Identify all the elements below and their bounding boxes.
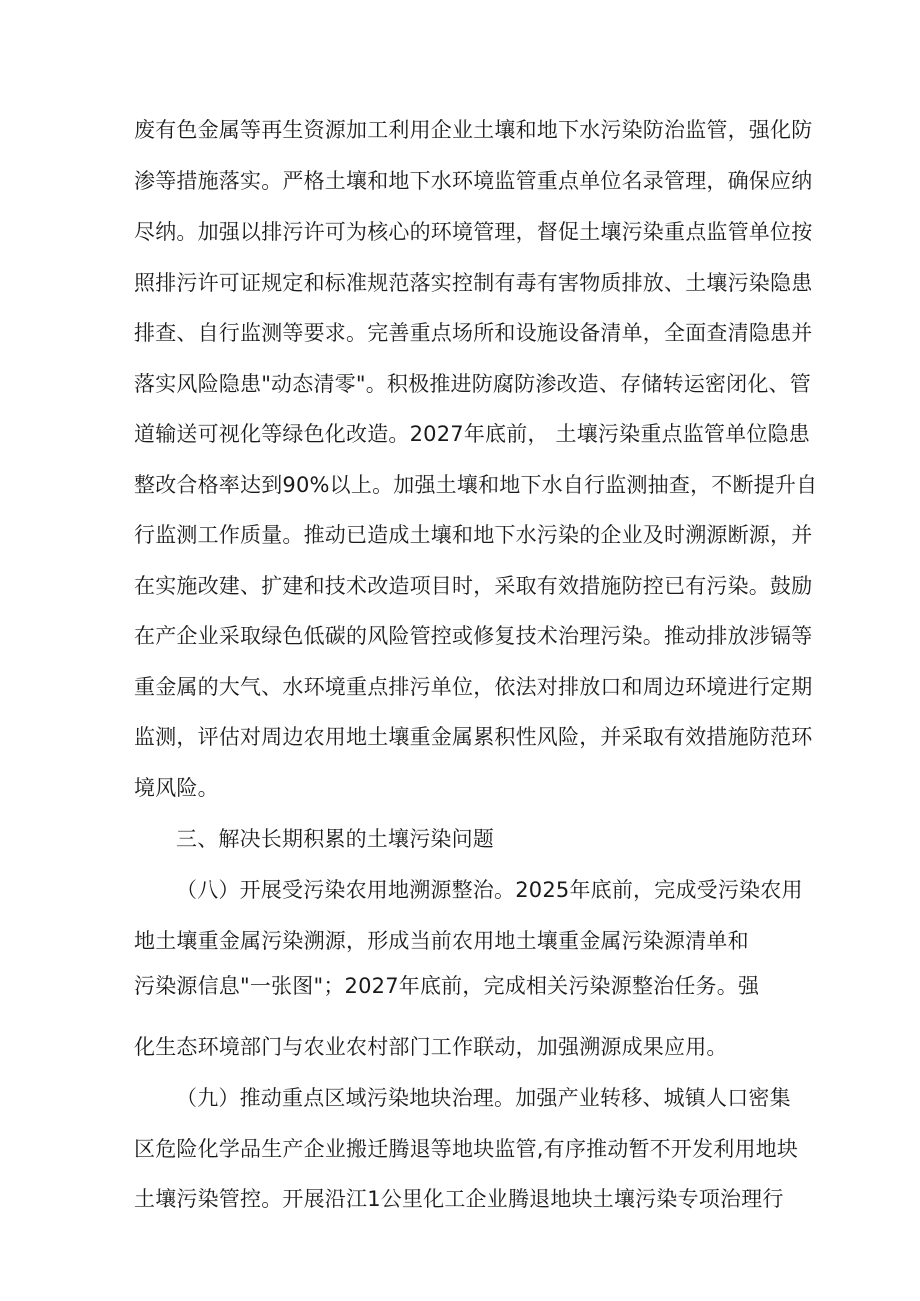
body-text-line: 尽纳。加强以排污许可为核心的环境管理，督促土壤污染重点监管单位按: [134, 220, 813, 244]
body-text-line: 整改合格率达到90%以上。加强土壤和地下水自行监测抽查，不断提升自: [134, 473, 818, 497]
body-text-line: 污染源信息"一张图"；2027年底前，完成相关污染源整治任务。强: [134, 974, 760, 998]
body-text-line: 境风险。: [134, 776, 219, 800]
body-text-line: 行监测工作质量。推动已造成土壤和地下水污染的企业及时溯源断源，并: [134, 523, 813, 547]
body-text-line: 落实风险隐患"动态清零"。积极推进防腐防渗改造、存储转运密闭化、管: [134, 372, 811, 396]
body-text-line: （九）推动重点区域污染地块治理。加强产业转移、城镇人口密集: [176, 1086, 791, 1110]
body-text-line: 在产企业采取绿色低碳的风险管控或修复技术治理污染。推动排放涉镉等: [134, 624, 813, 648]
body-text-line: 区危险化学品生产企业搬迁腾退等地块监管,有序推动暂不开发利用地块: [134, 1137, 799, 1161]
body-text-line: 监测，评估对周边农用地土壤重金属累积性风险，并采取有效措施防范环: [134, 725, 813, 749]
body-text-line: 土壤污染管控。开展沿江1公里化工企业腾退地块土壤污染专项治理行: [134, 1187, 784, 1211]
body-text-line: （八）开展受污染农用地溯源整治。2025年底前，完成受污染农用: [176, 878, 803, 902]
body-text-line: 排查、自行监测等要求。完善重点场所和设施设备清单，全面查清隐患并: [134, 321, 813, 345]
body-text-line: 废有色金属等再生资源加工利用企业土壤和地下水污染防治监管，强化防: [134, 118, 813, 142]
body-text-line: 照排污许可证规定和标准规范落实控制有毒有害物质排放、土壤污染隐患: [134, 271, 813, 295]
body-text-line: 重金属的大气、水环境重点排污单位，依法对排放口和周边环境进行定期: [134, 675, 813, 699]
body-text-line: 化生态环境部门与农业农村部门工作联动，加强溯源成果应用。: [134, 1035, 728, 1059]
section-heading: 三、解决长期积累的土壤污染问题: [176, 827, 494, 851]
body-text-line: 道输送可视化等绿色化改造。2027年底前， 土壤污染重点监管单位隐患: [134, 422, 810, 446]
body-text-line: 在实施改建、扩建和技术改造项目时，采取有效措施防控已有污染。鼓励: [134, 574, 813, 598]
body-text-line: 渗等措施落实。严格土壤和地下水环境监管重点单位名录管理，确保应纳: [134, 169, 813, 193]
body-text-line: 地土壤重金属污染溯源，形成当前农用地土壤重金属污染源清单和: [134, 929, 749, 953]
